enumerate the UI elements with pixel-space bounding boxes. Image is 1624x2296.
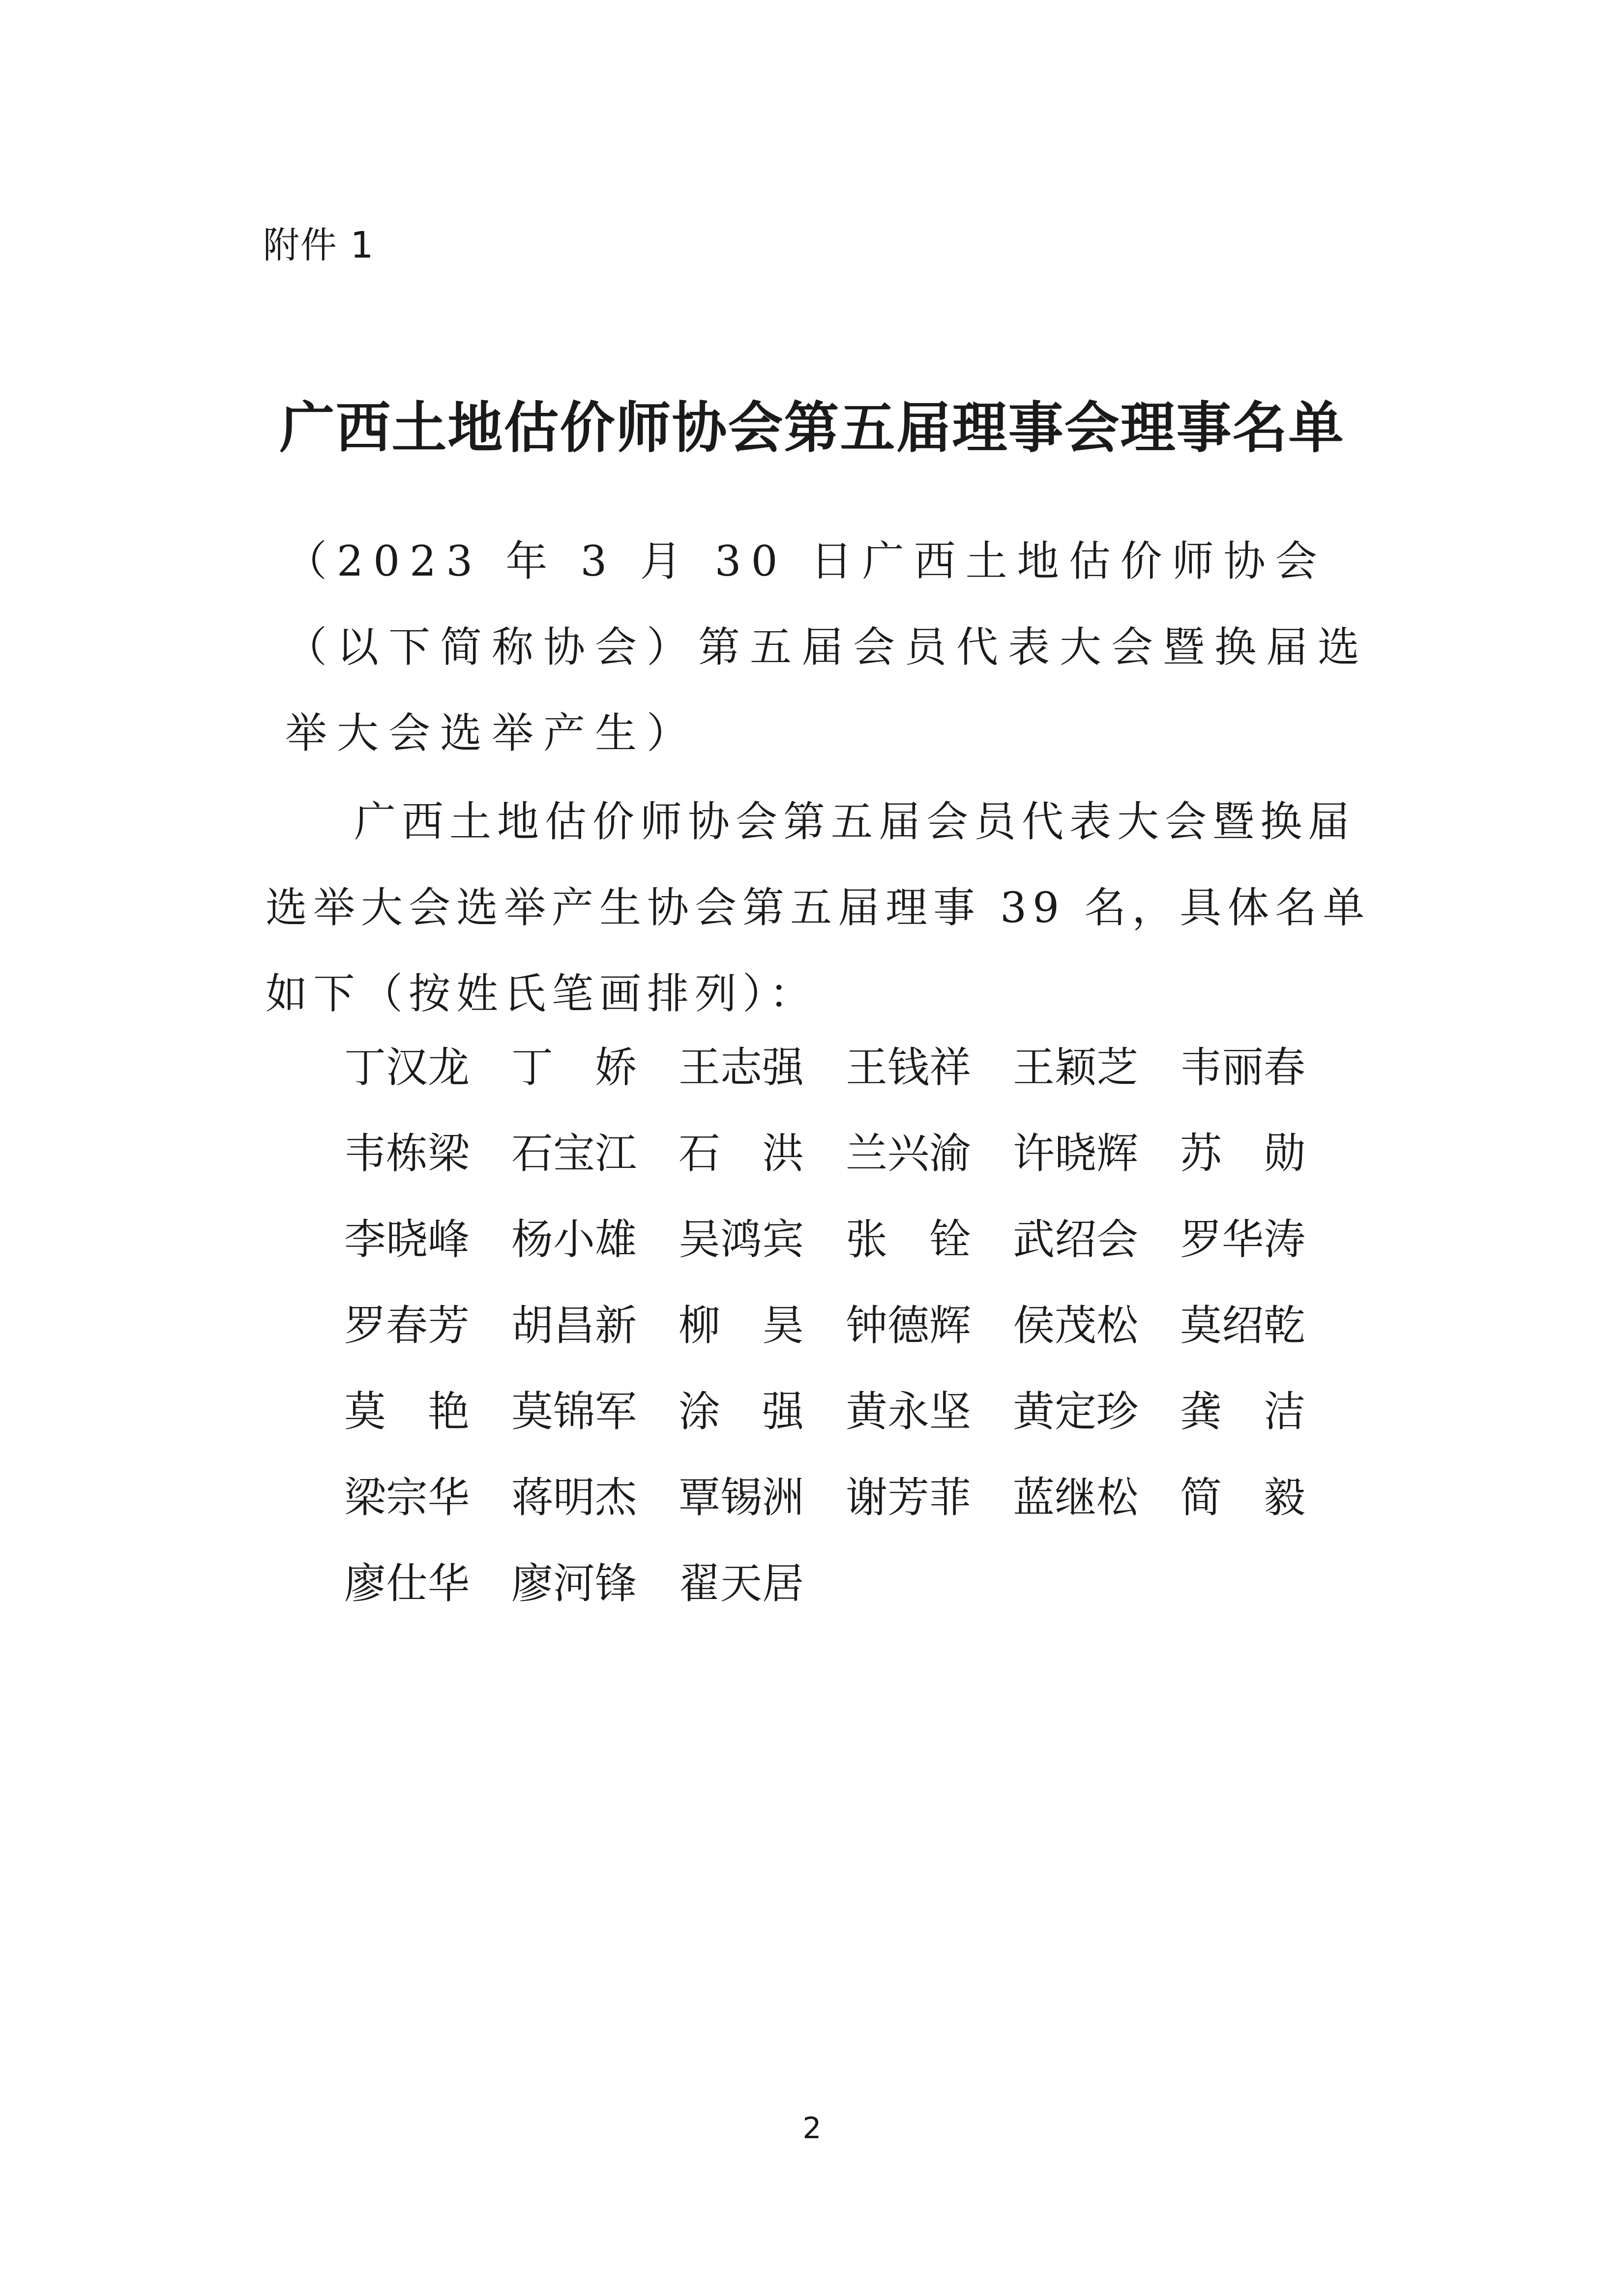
page-number: 2	[802, 2111, 822, 2146]
document-title: 广西土地估价师协会第五届理事会理事名单	[279, 396, 1345, 460]
member-name: 韦丽春	[1180, 1044, 1306, 1092]
member-name: 吴鸿宾	[679, 1216, 804, 1264]
member-name: 廖河锋	[511, 1560, 637, 1608]
member-name: 钟德辉	[846, 1302, 972, 1350]
member-name: 石宝江	[511, 1130, 637, 1178]
member-name: 丁娇	[511, 1044, 679, 1092]
member-name: 蓝继松	[1013, 1474, 1139, 1522]
member-name: 王颖芝	[1013, 1044, 1139, 1092]
member-name: 黄永坚	[846, 1388, 972, 1436]
member-name: 丁汉龙	[344, 1044, 470, 1092]
member-name: 王钱祥	[846, 1044, 972, 1092]
member-name: 武绍会	[1013, 1216, 1139, 1264]
member-name: 翟天居	[679, 1560, 804, 1608]
intro-paragraph: 广西土地估价师协会第五届会员代表大会暨换届选举大会选举产生协会第五届理事 39 名，具体名单如下（按姓氏笔画排列）：	[266, 798, 1371, 1018]
member-name: 兰兴渝	[846, 1130, 972, 1178]
member-name: 黄定珍	[1013, 1388, 1139, 1436]
member-name: 罗春芳	[344, 1302, 470, 1350]
member-name: 韦栋梁	[344, 1130, 470, 1178]
member-name: 蒋明杰	[511, 1474, 637, 1522]
member-name: 谢芳菲	[846, 1474, 972, 1522]
member-name: 张铨	[846, 1216, 1013, 1264]
member-name: 柳昊	[679, 1302, 846, 1350]
member-name: 涂强	[679, 1388, 846, 1436]
member-name: 李晓峰	[344, 1216, 470, 1264]
member-name: 梁宗华	[344, 1474, 470, 1522]
member-name: 简毅	[1180, 1474, 1348, 1522]
member-name: 石洪	[679, 1130, 846, 1178]
member-name: 莫绍乾	[1180, 1302, 1306, 1350]
member-name: 廖仕华	[344, 1560, 470, 1608]
member-name: 罗华涛	[1180, 1216, 1306, 1264]
member-name: 苏勋	[1180, 1130, 1348, 1178]
member-name: 侯茂松	[1013, 1302, 1139, 1350]
member-name: 王志强	[679, 1044, 804, 1092]
member-name: 莫锦军	[511, 1388, 637, 1436]
member-name: 许晓辉	[1013, 1130, 1139, 1178]
member-name: 杨小雄	[511, 1216, 637, 1264]
member-name: 莫艳	[344, 1388, 512, 1436]
attachment-label: 附件 1	[263, 224, 375, 266]
member-name: 覃锡洲	[679, 1474, 804, 1522]
member-name: 龚洁	[1180, 1388, 1348, 1436]
member-name: 胡昌新	[511, 1302, 637, 1350]
document-subtitle: （2023 年 3 月 30 日广西土地估价师协会（以下简称协会）第五届会员代表大会暨换届选举大会选举产生）	[285, 537, 1370, 758]
council-member-list	[344, 1025, 1377, 1627]
